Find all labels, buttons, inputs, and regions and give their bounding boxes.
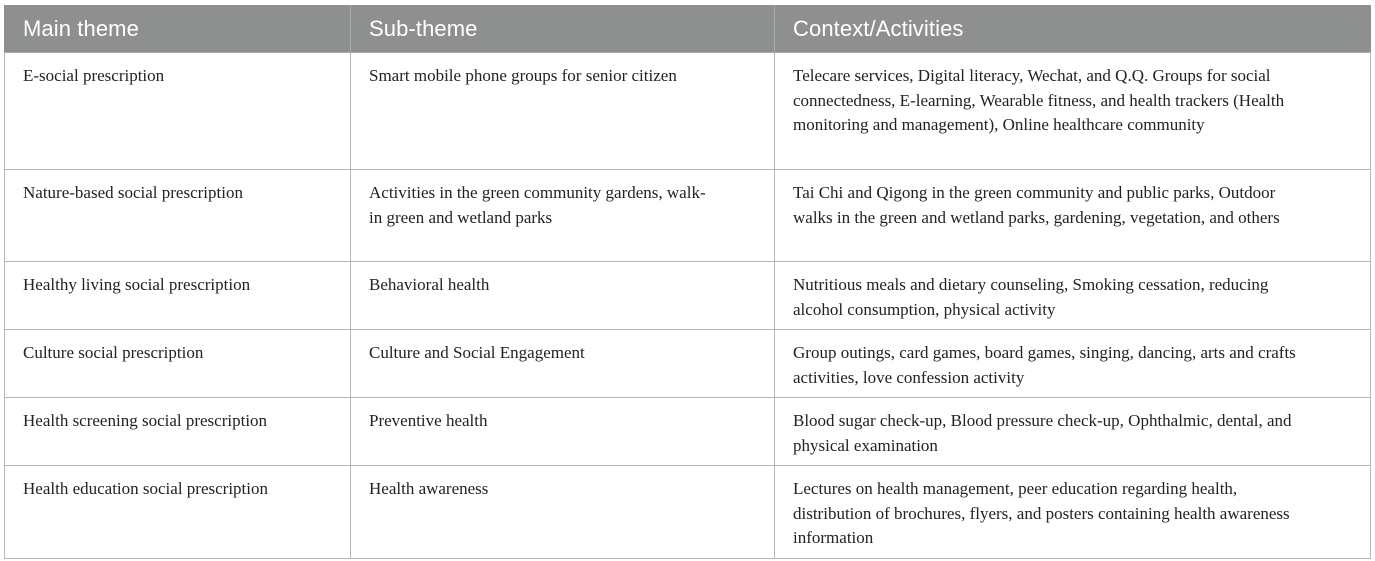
table-row bbox=[5, 53, 1371, 170]
cell-sub-theme: Preventive health bbox=[351, 398, 775, 466]
cell-context: Lectures on health management, peer education regarding health, distribution of brochures, flyers, and posters containing health awareness information bbox=[775, 466, 1371, 559]
cell-sub-theme: Behavioral health bbox=[351, 262, 775, 330]
table-header bbox=[5, 6, 1371, 53]
cell-main-theme: Health education social prescription bbox=[5, 466, 351, 559]
table-body bbox=[5, 53, 1371, 559]
table-row bbox=[5, 330, 1371, 398]
cell-main-theme: Healthy living social prescription bbox=[5, 262, 351, 330]
table-container bbox=[4, 5, 1370, 559]
cell-context: Tai Chi and Qigong in the green community and public parks, Outdoor walks in the green and wetland parks, gardening, vegetation, and others bbox=[775, 170, 1371, 262]
table-row bbox=[5, 398, 1371, 466]
cell-context: Blood sugar check-up, Blood pressure check-up, Ophthalmic, dental, and physical examination bbox=[775, 398, 1371, 466]
cell-main-theme: Nature-based social prescription bbox=[5, 170, 351, 262]
table-row bbox=[5, 466, 1371, 559]
cell-main-theme: Culture social prescription bbox=[5, 330, 351, 398]
table-row bbox=[5, 262, 1371, 330]
cell-sub-theme: Culture and Social Engagement bbox=[351, 330, 775, 398]
cell-sub-theme: Health awareness bbox=[351, 466, 775, 559]
header-row bbox=[5, 6, 1371, 53]
cell-sub-theme: Activities in the green community gardens, walk-in green and wetland parks bbox=[351, 170, 775, 262]
cell-main-theme: Health screening social prescription bbox=[5, 398, 351, 466]
cell-sub-theme: Smart mobile phone groups for senior citizen bbox=[351, 53, 775, 170]
header-sub-theme: Sub-theme bbox=[351, 6, 775, 53]
table-row bbox=[5, 170, 1371, 262]
themes-table bbox=[4, 5, 1371, 559]
header-context-activities: Context/Activities bbox=[775, 6, 1371, 53]
cell-context: Telecare services, Digital literacy, Wechat, and Q.Q. Groups for social connectedness, E-learning, Wearable fitness, and health trackers (Health monitoring and management), Online healthcare community bbox=[775, 53, 1371, 170]
cell-context: Group outings, card games, board games, singing, dancing, arts and crafts activities, love confession activity bbox=[775, 330, 1371, 398]
cell-context: Nutritious meals and dietary counseling, Smoking cessation, reducing alcohol consumption, physical activity bbox=[775, 262, 1371, 330]
cell-main-theme: E-social prescription bbox=[5, 53, 351, 170]
header-main-theme: Main theme bbox=[5, 6, 351, 53]
